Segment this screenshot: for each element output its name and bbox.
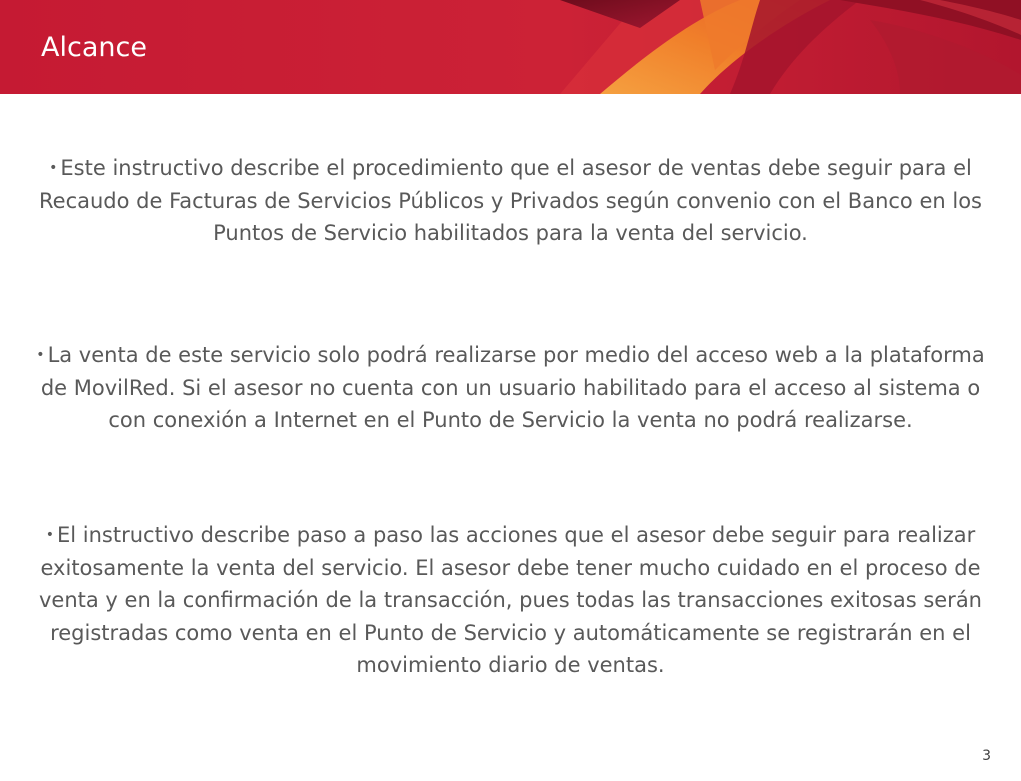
decorative-swoosh-graphic <box>0 0 1021 94</box>
bullet-marker: • <box>36 347 45 363</box>
bullet-item-scope <box>30 152 991 250</box>
bullet-marker: • <box>49 160 58 176</box>
slide-title: Alcance <box>41 32 147 63</box>
page-number: 3 <box>982 748 991 764</box>
bullet-text: Este instructivo describe el procedimiento que el asesor de ventas debe seguir para el Recaudo de Facturas de Servicios Públicos y Privados según convenio con el Banco en los Puntos de Servicio habilitados para la venta del servicio. <box>39 156 982 245</box>
bullet-marker: • <box>45 527 54 543</box>
bullet-text: El instructivo describe paso a paso las acciones que el asesor debe seguir para realizar exitosamente la venta del servicio. El asesor debe tener mucho cuidado en el proceso de venta y en la confirmación de la transacción, pues todas las transacciones exitosas serán registradas como venta en el Punto de Servicio y automáticamente se registrarán en el movimiento diario de ventas. <box>38 523 982 677</box>
bullet-item-web-access <box>30 339 991 437</box>
bullet-item-step-by-step <box>30 519 991 682</box>
bullet-text: La venta de este servicio solo podrá realizarse por medio del acceso web a la plataforma de MovilRed. Si el asesor no cuenta con un usuario habilitado para el acceso al sistema o con conexión a Internet en el Punto de Servicio la venta no podrá realizarse. <box>40 343 985 432</box>
header-banner <box>0 0 1021 94</box>
